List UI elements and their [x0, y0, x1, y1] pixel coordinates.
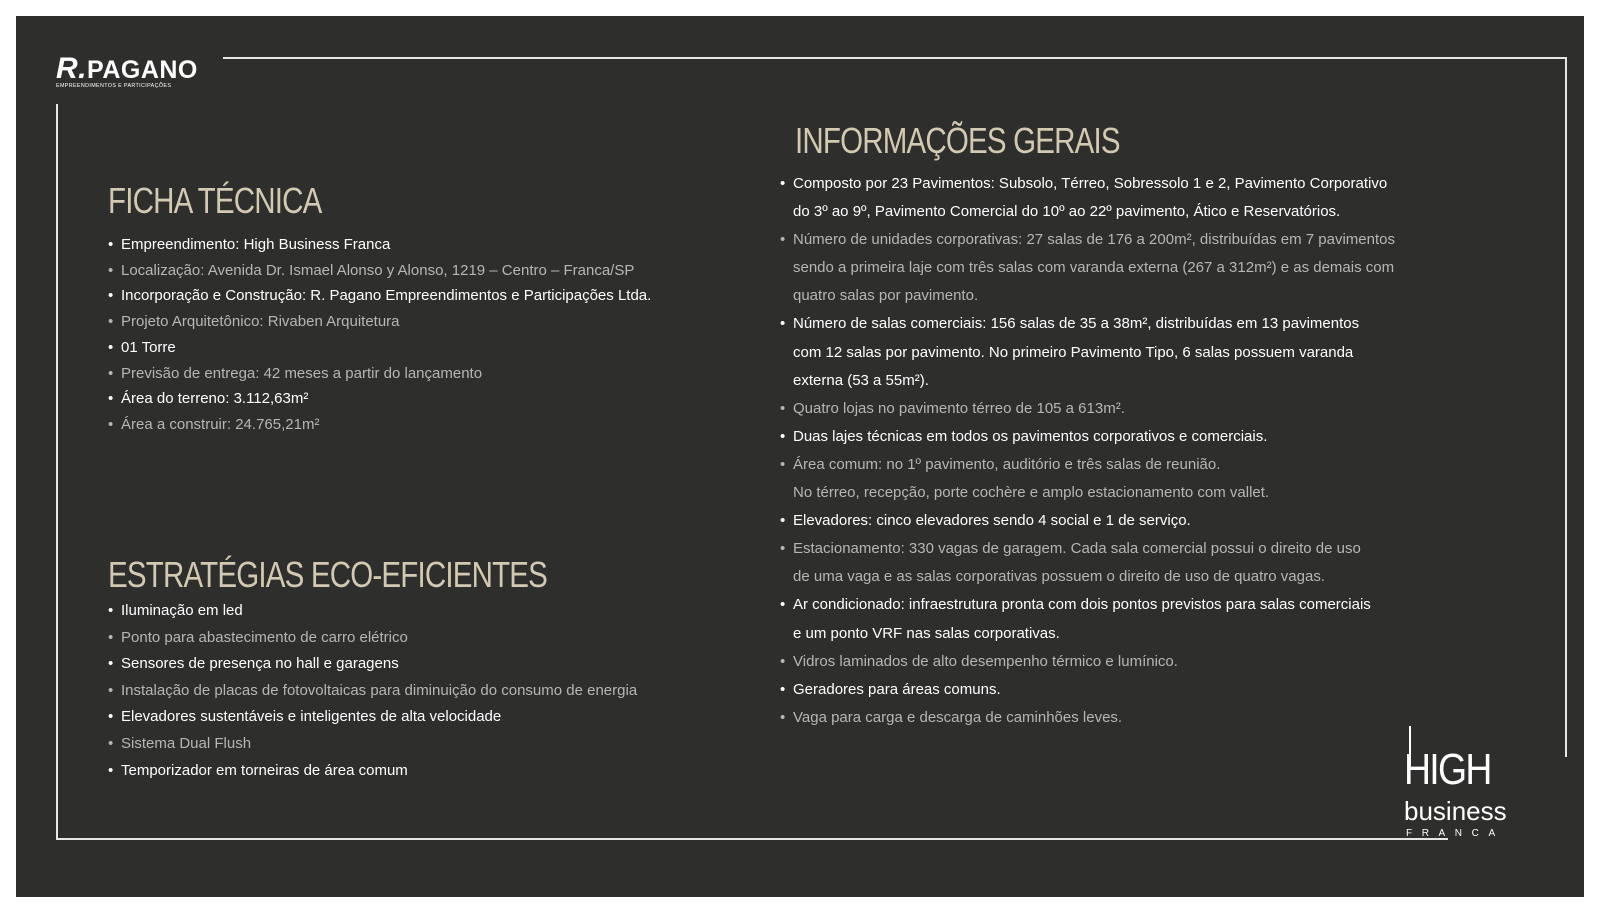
informacoes-title: INFORMAÇÕES GERAIS [795, 120, 1120, 161]
list-item: • Temporizador em torneiras de área comum [108, 758, 637, 785]
ficha-tecnica-list [108, 232, 651, 438]
frame-right-line [1565, 57, 1567, 757]
list-item: • Vaga para carga e descarga de caminhões leves. [780, 704, 1470, 732]
list-item-continuation: No térreo, recepção, porte cochère e amplo estacionamento com vallet. [793, 484, 1270, 502]
rpagano-logo [56, 52, 198, 90]
estrategias-list [108, 598, 637, 784]
ficha-tecnica-title: FICHA TÉCNICA [108, 180, 322, 221]
list-item-continuation: externa (53 a 55m²). [793, 371, 929, 389]
list-item-continuation: do 3º ao 9º, Pavimento Comercial do 10º ao 22º pavimento, Ático e Reservatórios. [793, 203, 1341, 221]
list-item-continuation: sendo a primeira laje com três salas com varanda externa (267 a 312m²) e as demais com [793, 259, 1395, 277]
logo-business: business [1404, 796, 1507, 826]
list-item: • Número de unidades corporativas: 27 salas de 176 a 200m², distribuídas em 7 pavimentos [780, 226, 1470, 254]
list-item: • Vidros laminados de alto desempenho térmico e lumínico. [780, 648, 1470, 676]
list-item-continuation: quatro salas por pavimento. [793, 287, 979, 305]
list-item: • 01 Torre [108, 335, 651, 361]
list-item: • Número de salas comerciais: 156 salas de 35 a 38m², distribuídas em 13 pavimentos [780, 310, 1470, 338]
list-item: • Elevadores sustentáveis e inteligentes de alta velocidade [108, 704, 637, 731]
list-item: • Área do terreno: 3.112,63m² [108, 386, 651, 412]
informacoes-list [780, 170, 1470, 732]
list-item: • Geradores para áreas comuns. [780, 676, 1470, 704]
estrategias-title: ESTRATÉGIAS ECO-EFICIENTES [108, 554, 548, 595]
logo-initial: R. [56, 52, 87, 85]
logo-city: FRANCA [1406, 828, 1505, 839]
list-item: • Incorporação e Construção: R. Pagano Empreendimentos e Participações Ltda. [108, 283, 651, 309]
frame-left-line [56, 104, 58, 840]
logo-high: HIGH [1404, 745, 1491, 794]
list-item: • Instalação de placas de fotovoltaicas para diminuição do consumo de energia [108, 678, 637, 705]
list-item: • Empreendimento: High Business Franca [108, 232, 651, 258]
logo-name: PAGANO [87, 56, 198, 84]
slide [16, 16, 1584, 897]
list-item: • Elevadores: cinco elevadores sendo 4 social e 1 de serviço. [780, 507, 1470, 535]
list-item: • Área a construir: 24.765,21m² [108, 412, 651, 438]
list-item: • Quatro lojas no pavimento térreo de 105 a 613m². [780, 395, 1470, 423]
list-item: • Área comum: no 1º pavimento, auditório e três salas de reunião. [780, 451, 1470, 479]
list-item: • Ar condicionado: infraestrutura pronta com dois pontos previstos para salas comerciais [780, 591, 1470, 619]
list-item: • Localização: Avenida Dr. Ismael Alonso y Alonso, 1219 – Centro – Franca/SP [108, 258, 651, 284]
list-item-continuation: e um ponto VRF nas salas corporativas. [793, 624, 1060, 642]
list-item: • Sistema Dual Flush [108, 731, 637, 758]
list-item-continuation: com 12 salas por pavimento. No primeiro Pavimento Tipo, 6 salas possuem varanda [793, 343, 1354, 361]
frame-top-line [223, 57, 1567, 59]
list-item: • Iluminação em led [108, 598, 637, 625]
list-item: • Composto por 23 Pavimentos: Subsolo, Térreo, Sobressolo 1 e 2, Pavimento Corporativo [780, 170, 1470, 198]
frame-bottom-line [56, 838, 1448, 840]
list-item: • Previsão de entrega: 42 meses a partir do lançamento [108, 361, 651, 387]
list-item: • Projeto Arquitetônico: Rivaben Arquitetura [108, 309, 651, 335]
list-item: • Duas lajes técnicas em todos os pavimentos corporativos e comerciais. [780, 423, 1470, 451]
list-item-continuation: de uma vaga e as salas corporativas possuem o direito de uso de quatro vagas. [793, 568, 1325, 586]
logo-tagline: EMPREENDIMENTOS E PARTICIPAÇÕES [56, 83, 172, 89]
list-item: • Sensores de presença no hall e garagens [108, 651, 637, 678]
list-item: • Estacionamento: 330 vagas de garagem. Cada sala comercial possui o direito de uso [780, 535, 1470, 563]
list-item: • Ponto para abastecimento de carro elétrico [108, 625, 637, 652]
logo-wordmark [56, 52, 198, 85]
